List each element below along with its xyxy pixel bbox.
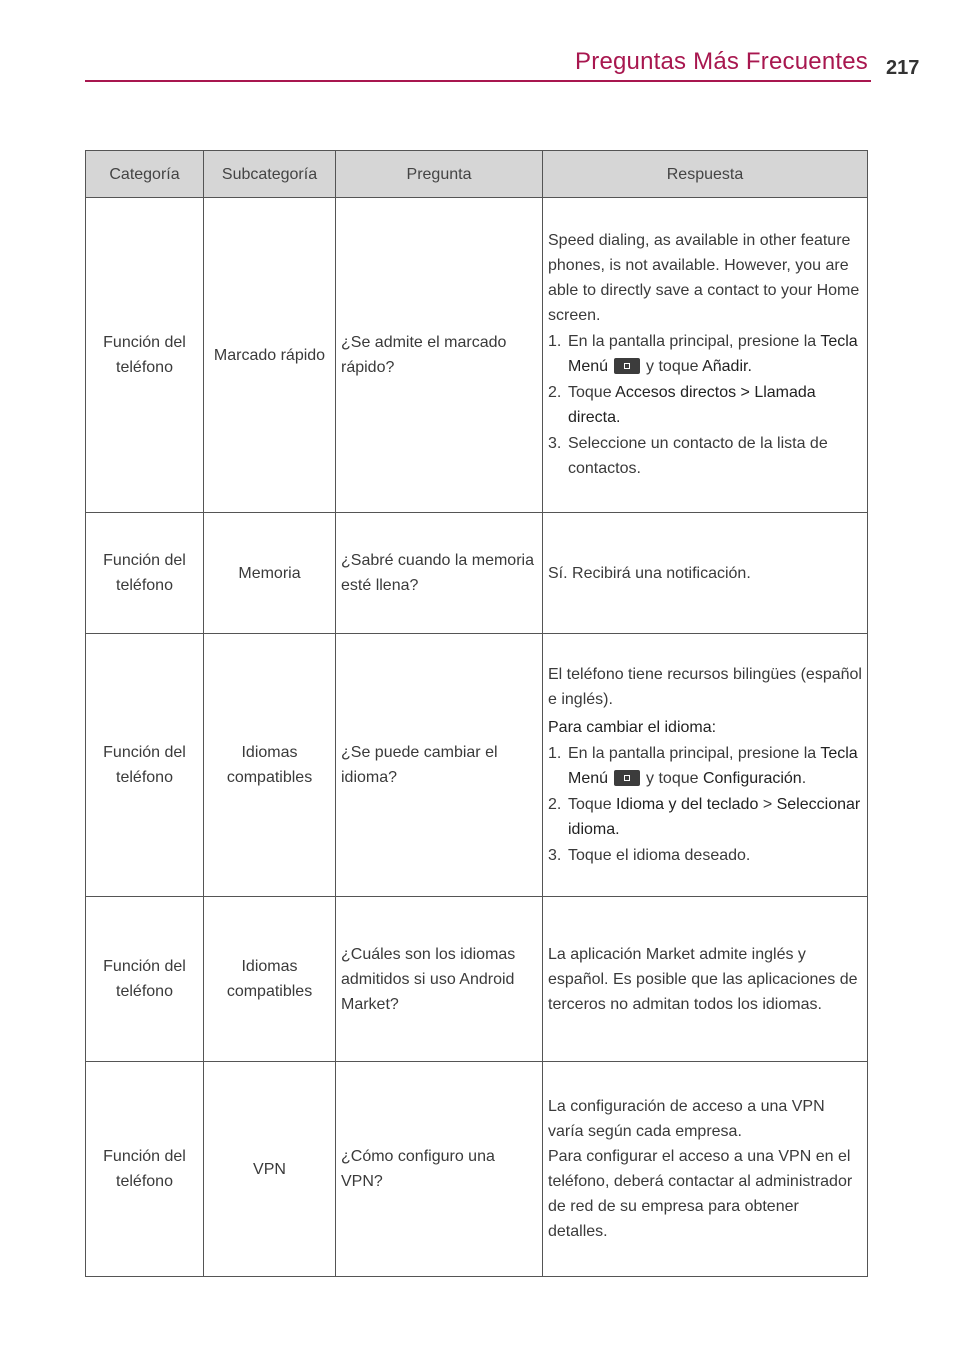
menu-key-icon: [614, 358, 640, 374]
answer-intro: Speed dialing, as available in other feature phones, is not available. However, you are able to directly save a contact to your Home screen.: [548, 232, 860, 324]
table-row: [86, 897, 868, 1062]
subcategory-cell: Idiomas compatibles: [204, 897, 336, 1062]
menu-key-icon: [614, 770, 640, 786]
answer-intro: El teléfono tiene recursos bilingües (español e inglés).: [548, 665, 862, 708]
table-row: [86, 1062, 868, 1277]
question-cell: ¿Cuáles son los idiomas admitidos si uso Android Market?: [336, 897, 543, 1062]
subcategory-cell: VPN: [204, 1062, 336, 1277]
column-header-category: Categoría: [86, 151, 204, 198]
step-text: Toque: [568, 795, 612, 813]
answer-cell: [543, 198, 868, 513]
column-header-subcategory: Subcategoría: [204, 151, 336, 198]
step-number: 1.: [548, 744, 562, 762]
answer-cell: [543, 1062, 868, 1277]
answer-cell: La aplicación Market admite inglés y español. Es posible que las aplicaciones de terceros no admitan todos los idiomas.: [543, 897, 868, 1062]
answer-step: [548, 380, 862, 430]
step-number: 2.: [548, 384, 562, 401]
step-emphasis: Idioma y del teclado: [616, 795, 759, 813]
page-number: 217: [886, 57, 920, 79]
table-row: [86, 634, 868, 897]
page-title: Preguntas Más Frecuentes: [575, 48, 868, 75]
answer-subheading: Para cambiar el idioma:: [548, 718, 717, 736]
step-emphasis: Configuración: [702, 769, 802, 787]
answer-step: [548, 329, 862, 379]
step-text: En la pantalla principal, presione la: [568, 333, 817, 350]
menu-key-label: Tecla Menú: [568, 333, 858, 375]
table-row: [86, 513, 868, 634]
column-header-question: Pregunta: [336, 151, 543, 198]
question-cell: ¿Sabré cuando la memoria esté llena?: [336, 513, 543, 634]
answer-steps: [548, 741, 862, 868]
answer-paragraph: Para configurar el acceso a una VPN en el teléfono, deberá contactar al administrador de red de su empresa para obtener detalles.: [548, 1148, 853, 1240]
question-cell: ¿Se puede cambiar el idioma?: [336, 634, 543, 897]
table-row: [86, 198, 868, 513]
subcategory-cell: Memoria: [204, 513, 336, 634]
step-emphasis: Añadir.: [702, 358, 752, 375]
answer-steps: [548, 329, 862, 481]
step-number: 3.: [548, 435, 562, 452]
answer-step: [548, 843, 862, 868]
category-cell: Función del teléfono: [86, 634, 204, 897]
question-cell: ¿Cómo configuro una VPN?: [336, 1062, 543, 1277]
step-emphasis: Seleccionar idioma.: [568, 795, 861, 838]
answer-paragraph: La configuración de acceso a una VPN varía según cada empresa.: [548, 1098, 825, 1140]
answer-step: [548, 741, 862, 791]
step-number: 1.: [548, 333, 562, 350]
subcategory-cell: Marcado rápido: [204, 198, 336, 513]
table-header-row: [86, 151, 868, 198]
category-cell: Función del teléfono: [86, 897, 204, 1062]
question-cell: ¿Se admite el marcado rápido?: [336, 198, 543, 513]
answer-cell: [543, 634, 868, 897]
answer-step: [548, 431, 862, 481]
step-text: y toque: [646, 358, 699, 375]
step-text: .: [801, 769, 807, 787]
answer-cell: Sí. Recibirá una notificación.: [543, 513, 868, 634]
step-number: 3.: [548, 846, 562, 864]
step-text: Toque: [568, 384, 612, 401]
step-number: 2.: [548, 795, 562, 813]
faq-table: [85, 150, 868, 1277]
header-rule: [85, 80, 871, 82]
step-text: Toque el idioma deseado.: [568, 846, 751, 864]
menu-key-label: Tecla Menú: [568, 744, 858, 787]
category-cell: Función del teléfono: [86, 1062, 204, 1277]
step-text: En la pantalla principal, presione la: [568, 744, 817, 762]
step-text: >: [762, 795, 773, 813]
step-text: y toque: [646, 769, 699, 787]
category-cell: Función del teléfono: [86, 513, 204, 634]
subcategory-cell: Idiomas compatibles: [204, 634, 336, 897]
step-text: Seleccione un contacto de la lista de contactos.: [568, 435, 828, 477]
category-cell: Función del teléfono: [86, 198, 204, 513]
answer-step: [548, 792, 862, 842]
column-header-answer: Respuesta: [543, 151, 868, 198]
step-emphasis: Accesos directos > Llamada directa.: [568, 384, 816, 426]
